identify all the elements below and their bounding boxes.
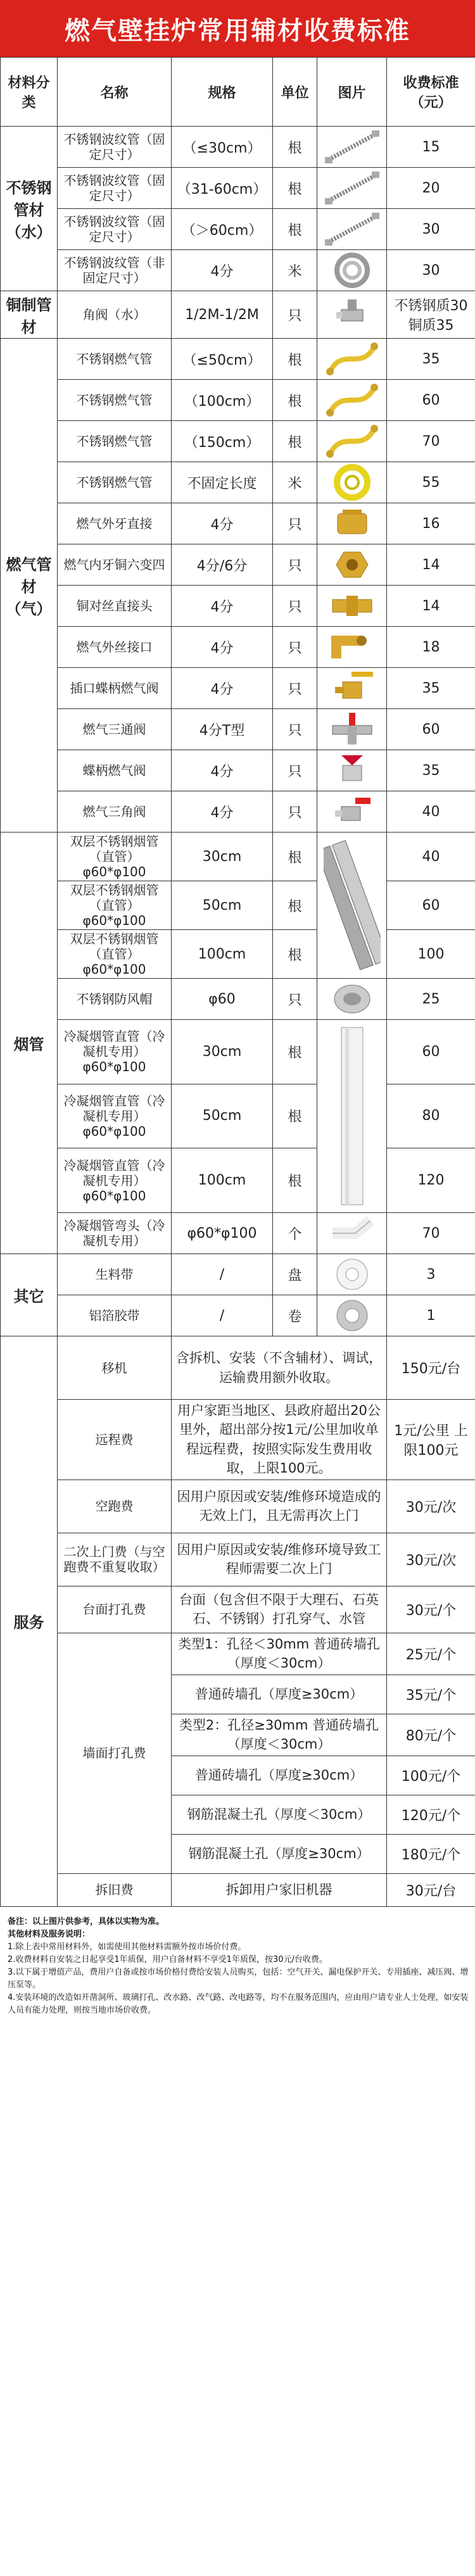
table-row — [1, 127, 475, 168]
material-unit: 根 — [273, 1084, 317, 1148]
header-unit: 单位 — [273, 58, 317, 127]
table-row — [1, 881, 475, 930]
material-unit: 只 — [273, 709, 317, 750]
service-price: 35元/个 — [387, 1674, 475, 1714]
table-row — [1, 544, 475, 586]
tape-roll-icon — [317, 1254, 387, 1295]
material-unit: 只 — [273, 979, 317, 1020]
wall-drilling-type: 钢筋混凝土孔（厚度≥30cm） — [172, 1834, 387, 1873]
service-name: 二次上门费（与空跑费不重复收取） — [58, 1533, 172, 1586]
material-spec: 4分 — [172, 503, 273, 544]
material-spec: / — [172, 1254, 273, 1295]
material-price: 16 — [387, 503, 475, 544]
material-name: 生料带 — [58, 1254, 172, 1295]
material-name: 燃气外丝接口 — [58, 627, 172, 668]
material-name: 不锈钢波纹管（固定尺寸） — [58, 209, 172, 250]
material-spec: 1/2M-1/2M — [172, 291, 273, 339]
service-desc: 含拆机、安装（不含辅材）、调试，运输费用额外收取。 — [172, 1336, 387, 1400]
service-price: 30元/台 — [387, 1873, 475, 1906]
table-row — [1, 209, 475, 250]
flue-pipe-icon — [320, 836, 384, 975]
table-row — [1, 1480, 475, 1533]
table-row — [1, 462, 475, 503]
table-row — [1, 250, 475, 291]
service-name: 拆旧费 — [58, 1873, 172, 1906]
material-spec: （100cm） — [172, 380, 273, 421]
service-price: 180元/个 — [387, 1834, 475, 1873]
material-name: 不锈钢燃气管 — [58, 462, 172, 503]
service-desc: 用户家距当地区、县政府超出20公里外，超出部分按1元/公里加收单程远程费，按照实际发生费用收取，上限100元。 — [172, 1400, 387, 1480]
material-name: 冷凝烟管直管（冷凝机专用）φ60*φ100 — [58, 1084, 172, 1148]
service-price: 30元/次 — [387, 1533, 475, 1586]
material-image — [317, 832, 387, 979]
material-price: 18 — [387, 627, 475, 668]
material-name: 冷凝烟管直管（冷凝机专用）φ60*φ100 — [58, 1148, 172, 1213]
material-unit: 只 — [273, 627, 317, 668]
material-name: 燃气内牙铜六变四 — [58, 544, 172, 586]
table-row — [1, 1213, 475, 1254]
service-desc: 因用户原因或安装/维修环境导致工程师需要二次上门 — [172, 1533, 387, 1586]
material-name: 插口蝶柄燃气阀 — [58, 668, 172, 709]
category-other: 其它 — [1, 1254, 58, 1336]
brass-elbow-icon — [317, 627, 387, 668]
material-name: 燃气三角阀 — [58, 791, 172, 832]
wall-drilling-type: 类型1：孔径＜30mm 普通砖墙孔（厚度＜30cm） — [172, 1633, 387, 1674]
material-price: 80 — [387, 1084, 475, 1148]
material-name: 不锈钢燃气管 — [58, 339, 172, 380]
corrugated-hose-icon — [317, 168, 387, 209]
material-spec: 4分T型 — [172, 709, 273, 750]
material-price: 20 — [387, 168, 475, 209]
material-name: 不锈钢燃气管 — [58, 380, 172, 421]
material-spec: 30cm — [172, 832, 273, 881]
wall-drilling-type: 普通砖墙孔（厚度≥30cm） — [172, 1674, 387, 1714]
material-price: 100 — [387, 930, 475, 979]
material-unit: 根 — [273, 930, 317, 979]
table-row — [1, 503, 475, 544]
service-name: 墙面打孔费 — [58, 1633, 172, 1873]
material-price: 70 — [387, 421, 475, 462]
material-spec: / — [172, 1295, 273, 1336]
material-name: 不锈钢波纹管（固定尺寸） — [58, 168, 172, 209]
material-price: 25 — [387, 979, 475, 1020]
gas-valve-icon — [317, 668, 387, 709]
table-row — [1, 291, 475, 339]
material-price: 40 — [387, 791, 475, 832]
fee-table — [0, 57, 475, 1907]
table-row — [1, 1633, 475, 1674]
material-spec: （＞60cm） — [172, 209, 273, 250]
material-name: 双层不锈钢烟管（直管）φ60*φ100 — [58, 881, 172, 930]
material-unit: 根 — [273, 421, 317, 462]
material-spec: φ60*φ100 — [172, 1213, 273, 1254]
table-row — [1, 1295, 475, 1336]
header-name: 名称 — [58, 58, 172, 127]
material-unit: 根 — [273, 380, 317, 421]
material-price: 40 — [387, 832, 475, 881]
material-unit: 只 — [273, 291, 317, 339]
wind-cap-icon — [317, 979, 387, 1020]
material-spec: 30cm — [172, 1020, 273, 1084]
material-spec: （31-60cm） — [172, 168, 273, 209]
header-price: 收费标准（元） — [387, 58, 475, 127]
material-unit: 米 — [273, 250, 317, 291]
material-unit: 根 — [273, 1020, 317, 1084]
material-name: 不锈钢波纹管（固定尺寸） — [58, 127, 172, 168]
wall-drilling-type: 类型2：孔径≥30mm 普通砖墙孔（厚度＜30cm） — [172, 1714, 387, 1756]
material-spec: 4分/6分 — [172, 544, 273, 586]
table-row — [1, 1873, 475, 1906]
service-price: 1元/公里 上限100元 — [387, 1400, 475, 1480]
material-unit: 根 — [273, 209, 317, 250]
material-spec: 4分 — [172, 668, 273, 709]
material-price: 120 — [387, 1148, 475, 1213]
material-price: 70 — [387, 1213, 475, 1254]
material-unit: 根 — [273, 168, 317, 209]
table-row — [1, 1400, 475, 1480]
table-row — [1, 668, 475, 709]
material-name: 冷凝烟管弯头（冷凝机专用） — [58, 1213, 172, 1254]
service-price: 30元/个 — [387, 1586, 475, 1633]
table-row — [1, 586, 475, 627]
corrugated-hose-icon — [317, 127, 387, 168]
material-price: 60 — [387, 380, 475, 421]
material-unit: 根 — [273, 127, 317, 168]
material-name: 不锈钢防风帽 — [58, 979, 172, 1020]
material-price: 14 — [387, 544, 475, 586]
wall-drilling-type: 普通砖墙孔（厚度≥30cm） — [172, 1756, 387, 1795]
service-price: 120元/个 — [387, 1795, 475, 1834]
material-price: 55 — [387, 462, 475, 503]
material-unit: 根 — [273, 832, 317, 881]
service-price: 30元/次 — [387, 1480, 475, 1533]
material-price: 14 — [387, 586, 475, 627]
material-image — [317, 1020, 387, 1213]
category-service: 服务 — [1, 1336, 58, 1907]
butterfly-valve-icon — [317, 750, 387, 791]
material-name: 角阀（水） — [58, 291, 172, 339]
service-desc: 拆卸用户家旧机器 — [172, 1873, 387, 1906]
material-price: 30 — [387, 250, 475, 291]
service-name: 台面打孔费 — [58, 1586, 172, 1633]
material-spec: 4分 — [172, 791, 273, 832]
material-unit: 盘 — [273, 1254, 317, 1295]
material-unit: 米 — [273, 462, 317, 503]
page-title: 燃气壁挂炉常用辅材收费标准 — [0, 0, 475, 57]
gas-hose-icon — [317, 421, 387, 462]
material-price: 1 — [387, 1295, 475, 1336]
material-name: 双层不锈钢烟管（直管）φ60*φ100 — [58, 832, 172, 881]
material-unit: 只 — [273, 791, 317, 832]
material-spec: φ60 — [172, 979, 273, 1020]
material-unit: 个 — [273, 1213, 317, 1254]
material-spec: 100cm — [172, 1148, 273, 1213]
table-row — [1, 339, 475, 380]
table-row — [1, 421, 475, 462]
material-price: 60 — [387, 881, 475, 930]
material-name: 冷凝烟管直管（冷凝机专用）φ60*φ100 — [58, 1020, 172, 1084]
tee-valve-icon — [317, 709, 387, 750]
table-row — [1, 1586, 475, 1633]
material-price: 30 — [387, 209, 475, 250]
material-spec: 50cm — [172, 1084, 273, 1148]
material-spec: （≤50cm） — [172, 339, 273, 380]
category-flue: 烟管 — [1, 832, 58, 1254]
table-row — [1, 1084, 475, 1148]
table-row — [1, 1020, 475, 1084]
corrugated-hose-icon — [317, 209, 387, 250]
table-header — [1, 58, 475, 127]
table-row — [1, 1336, 475, 1400]
condensing-pipe-icon — [320, 1021, 384, 1211]
table-row — [1, 709, 475, 750]
brass-nipple-icon — [317, 586, 387, 627]
material-unit: 只 — [273, 586, 317, 627]
table-row — [1, 930, 475, 979]
material-unit: 根 — [273, 1148, 317, 1213]
material-name: 不锈钢燃气管 — [58, 421, 172, 462]
brass-hex-icon — [317, 544, 387, 586]
material-price: 3 — [387, 1254, 475, 1295]
table-row — [1, 1148, 475, 1213]
material-price: 不锈钢质30 铜质35 — [387, 291, 475, 339]
material-price: 60 — [387, 1020, 475, 1084]
material-spec: （150cm） — [172, 421, 273, 462]
material-unit: 根 — [273, 339, 317, 380]
material-unit: 只 — [273, 668, 317, 709]
service-name: 远程费 — [58, 1400, 172, 1480]
category-stainless-water: 不锈钢管材（水） — [1, 127, 58, 291]
table-row — [1, 627, 475, 668]
table-row — [1, 832, 475, 881]
table-row — [1, 979, 475, 1020]
material-name: 燃气外牙直接 — [58, 503, 172, 544]
note-item: 3.以下属于增值产品，费用户自备或按市场价格付费给安装人员购买，包括：空气开关、漏电保护开关、专用插座、减压阀、增压泵等。 — [8, 1968, 469, 1990]
material-spec: （≤30cm） — [172, 127, 273, 168]
service-name: 空跑费 — [58, 1480, 172, 1533]
material-spec: 50cm — [172, 881, 273, 930]
brass-fitting-icon — [317, 503, 387, 544]
material-spec: 4分 — [172, 750, 273, 791]
material-spec: 不固定长度 — [172, 462, 273, 503]
material-spec: 100cm — [172, 930, 273, 979]
note-item: 1.除上表中常用材料外，如需使用其他材料需额外按市场价付费。 — [8, 1942, 246, 1952]
material-unit: 卷 — [273, 1295, 317, 1336]
note-item: 4.安装环境的改造如开凿洞所、玻璃打孔、改水路、改气路、改电路等，均不在服务范围内，应由用户请专业人士处理，如安装人员有能力处理，则按当地市场价收费。 — [8, 1993, 469, 2016]
table-row — [1, 380, 475, 421]
table-row — [1, 1533, 475, 1586]
header-category: 材料分类 — [1, 58, 58, 127]
angle-valve-icon — [317, 291, 387, 339]
service-name: 移机 — [58, 1336, 172, 1400]
header-spec: 规格 — [172, 58, 273, 127]
material-spec: 4分 — [172, 586, 273, 627]
material-price: 35 — [387, 750, 475, 791]
material-unit: 根 — [273, 881, 317, 930]
material-name: 燃气三通阀 — [58, 709, 172, 750]
material-price: 35 — [387, 668, 475, 709]
table-row — [1, 168, 475, 209]
gas-hose-icon — [317, 380, 387, 421]
material-unit: 只 — [273, 750, 317, 791]
material-spec: 4分 — [172, 250, 273, 291]
material-spec: 4分 — [172, 627, 273, 668]
notes-disclaimer: 备注：以上图片供参考，具体以实物为准。 — [8, 1916, 165, 1926]
material-name: 蝶柄燃气阀 — [58, 750, 172, 791]
service-price: 80元/个 — [387, 1714, 475, 1756]
material-unit: 只 — [273, 544, 317, 586]
foil-tape-icon — [317, 1295, 387, 1336]
wall-drilling-type: 钢筋混凝土孔（厚度＜30cm） — [172, 1795, 387, 1834]
hose-coil-icon — [317, 250, 387, 291]
material-name: 铜对丝直接头 — [58, 586, 172, 627]
material-name: 不锈钢波纹管（非固定尺寸） — [58, 250, 172, 291]
notes-heading: 其他材料及服务说明： — [8, 1929, 91, 1939]
table-row — [1, 791, 475, 832]
notes — [0, 1907, 475, 2030]
service-desc: 因用户原因或安装/维修环境造成的无效上门，且无需再次上门 — [172, 1480, 387, 1533]
yellow-coil-icon — [317, 462, 387, 503]
service-price: 150元/台 — [387, 1336, 475, 1400]
service-desc: 台面（包含但不限于大理石、石英石、不锈钢）打孔穿气、水管 — [172, 1586, 387, 1633]
header-image: 图片 — [317, 58, 387, 127]
material-price: 15 — [387, 127, 475, 168]
category-copper: 铜制管材 — [1, 291, 58, 339]
service-price: 25元/个 — [387, 1633, 475, 1674]
table-row — [1, 1254, 475, 1295]
material-price: 35 — [387, 339, 475, 380]
triangle-valve-icon — [317, 791, 387, 832]
gas-hose-icon — [317, 339, 387, 380]
table-row — [1, 750, 475, 791]
material-name: 双层不锈钢烟管（直管）φ60*φ100 — [58, 930, 172, 979]
material-unit: 只 — [273, 503, 317, 544]
elbow-pipe-icon — [317, 1213, 387, 1254]
category-gas: 燃气管材（气） — [1, 339, 58, 832]
note-item: 2.收费材料自安装之日起享受1年质保，用户自备材料不享受1年质保，按30元/台收费。 — [8, 1954, 327, 1964]
material-price: 60 — [387, 709, 475, 750]
service-price: 100元/个 — [387, 1756, 475, 1795]
material-name: 铝箔胶带 — [58, 1295, 172, 1336]
